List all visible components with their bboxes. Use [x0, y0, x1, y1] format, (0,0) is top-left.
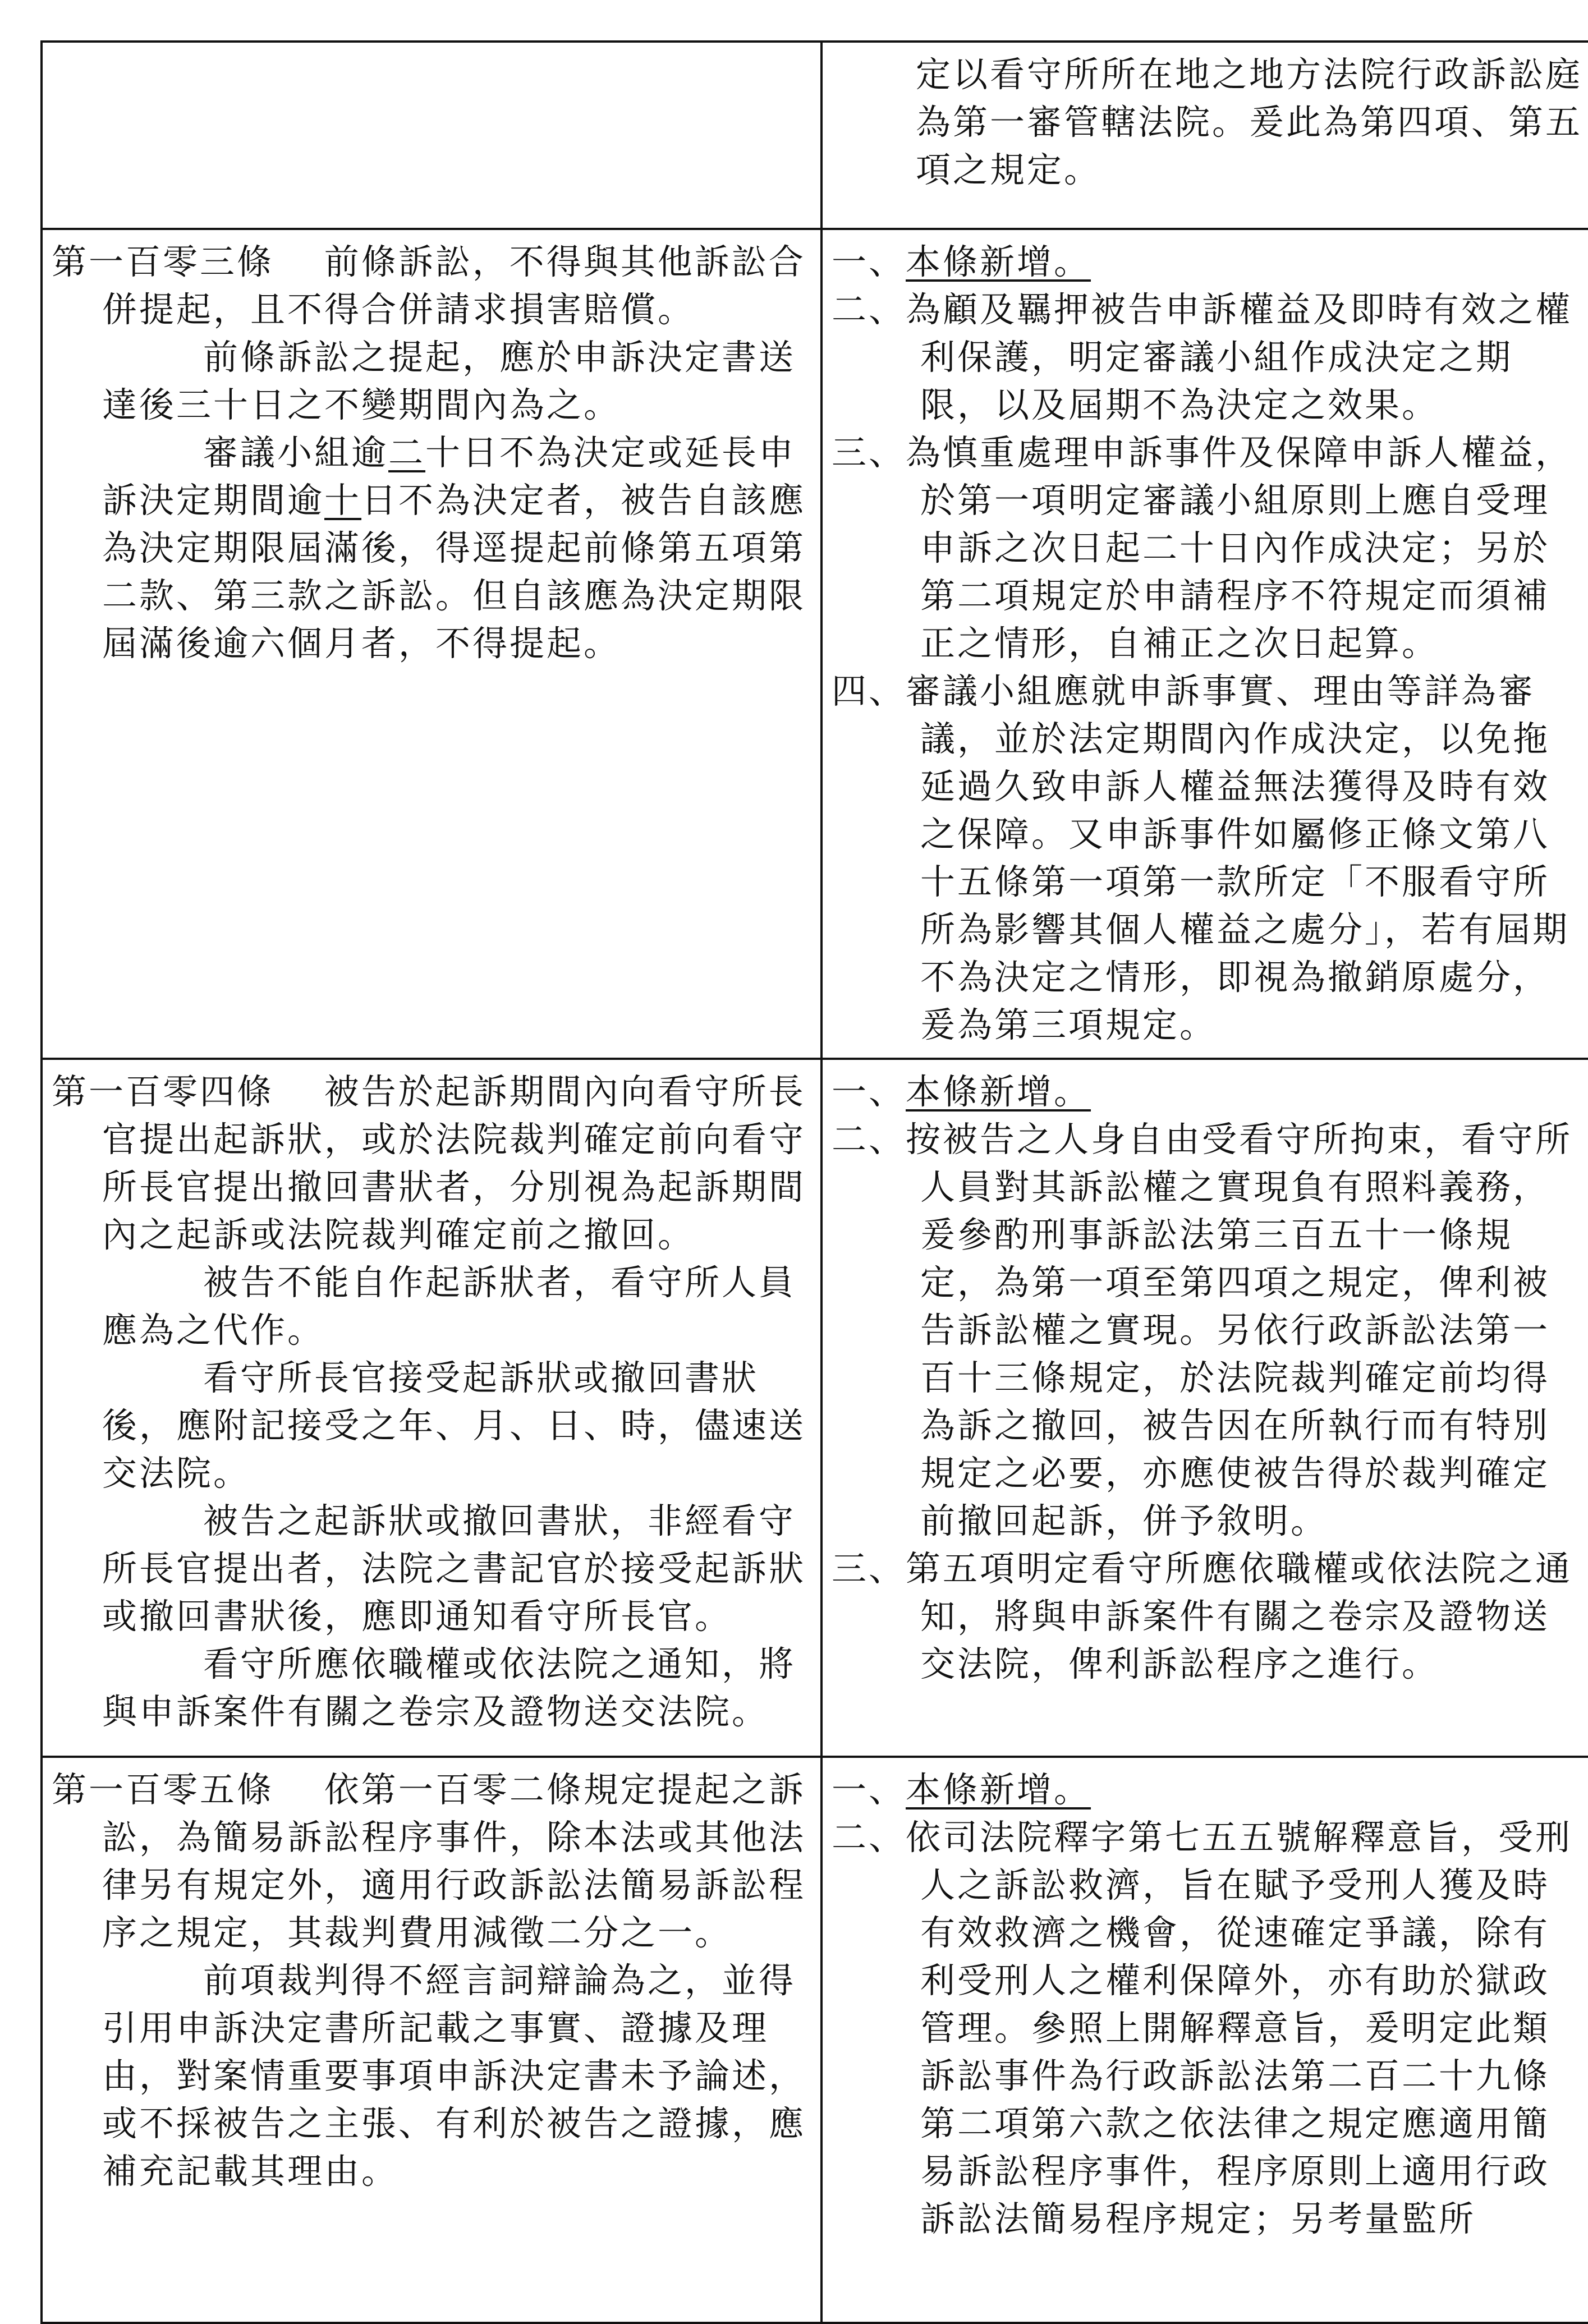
- table-row: [42, 1059, 1588, 1757]
- article-paragraph: 看守所長官接受起訴狀或撤回書狀後，應附記接受之年、月、日、時，儘速送交法院。: [102, 1357, 806, 1494]
- explanation-item: 一、本條新增。: [832, 241, 1091, 282]
- article-paragraph: 被告不能自作起訴狀者，看守所人員應為之代作。: [102, 1262, 796, 1351]
- explanation-item: 二、按被告之人身自由受看守所拘束，看守所人員對其訴訟權之實現負有照料義務，爰參酌刑事訴訟法第三百五十一條規定，為第一項至第四項之規定，俾利被告訴訟權之實現。另依行政訴訟法第一百十三條規定，於法院裁判確定前均得為訴之撤回，被告因在所執行而有特別規定之必要，亦應使被告得於裁判確定前撤回起訴，併予敘明。: [832, 1119, 1573, 1541]
- explanation-cell: [821, 229, 1588, 1059]
- article-first-paragraph: 第一百零五條 依第一百零二條規定提起之訴訟，為簡易訴訟程序事件，除本法或其他法律另有規定外，適用行政訴訟法簡易訴訟程序之規定，其裁判費用減徵二分之一。: [52, 1769, 806, 1953]
- article-label: 第一百零四條: [52, 1071, 274, 1112]
- article-paragraph: 前項裁判得不經言詞辯論為之，並得引用申訴決定書所記載之事實、證據及理由，對案情重要事項申訴決定書未予論述，或不採被告之主張、有利於被告之證據，應補充記載其理由。: [102, 1960, 806, 2192]
- article-first-paragraph: 第一百零四條 被告於起訴期間內向看守所長官提出起訴狀，或於法院裁判確定前向看守所長官提出撤回書狀者，分別視為起訴期間內之起訴或法院裁判確定前之撤回。: [52, 1071, 806, 1255]
- table-row: [42, 1757, 1588, 2323]
- explanation-cell: [821, 42, 1588, 229]
- amended-text: 十: [324, 480, 362, 521]
- amended-text: 二: [388, 432, 426, 473]
- article-first-paragraph: 第一百零三條 前條訴訟，不得與其他訴訟合併提起，且不得合併請求損害賠償。: [52, 241, 806, 330]
- explanation-item: 四、審議小組應就申訴事實、理由等詳為審議，並於法定期間內作成決定，以免拖延過久致申訴人權益無法獲得及時有效之保障。又申訴事件如屬修正條文第八十五條第一項第一款所定「不服看守所所為影響其個人權益之處分」，若有屆期不為決定之情形，即視為撤銷原處分，爰為第三項規定。: [832, 670, 1570, 1045]
- article-paragraph: 被告之起訴狀或撤回書狀，非經看守所長官提出者，法院之書記官於接受起訴狀或撤回書狀後，應即通知看守所長官。: [102, 1500, 806, 1637]
- article-cell: [42, 229, 821, 1059]
- article-cell: [42, 42, 821, 229]
- explanation-continuation: 定以看守所所在地之地方法院行政訴訟庭為第一審管轄法院。爰此為第四項、第五項之規定。: [916, 54, 1583, 190]
- explanation-cell: [821, 1059, 1588, 1757]
- comparison-table: [40, 40, 1588, 2324]
- article-paragraph: 前條訴訟之提起，應於申訴決定書送達後三十日之不變期間內為之。: [102, 337, 796, 425]
- explanation-cell: [821, 1757, 1588, 2323]
- article-cell: [42, 1059, 821, 1757]
- table-row: [42, 229, 1588, 1059]
- explanation-item: 三、為慎重處理申訴事件及保障申訴人權益，於第一項明定審議小組原則上應自受理申訴之次日起二十日內作成決定；另於第二項規定於申請程序不符規定而須補正之情形，自補正之次日起算。: [832, 432, 1573, 664]
- article-label: 第一百零三條: [52, 241, 274, 282]
- explanation-item: 二、為顧及羈押被告申訴權益及即時有效之權利保護，明定審議小組作成決定之期限，以及屆期不為決定之效果。: [832, 289, 1573, 425]
- explanation-item: 一、本條新增。: [832, 1071, 1091, 1112]
- explanation-item: 二、依司法院釋字第七五五號解釋意旨，受刑人之訴訟救濟，旨在賦予受刑人獲及時有效救濟之機會，從速確定爭議，除有利受刑人之權利保障外，亦有助於獄政管理。參照上開解釋意旨，爰明定此類訴訟事件為行政訴訟法第二百二十九條第二項第六款之依法律之規定應適用簡易訴訟程序事件，程序原則上適用行政訴訟法簡易程序規定；另考量監所: [832, 1817, 1573, 2239]
- explanation-item: 一、本條新增。: [832, 1769, 1091, 1810]
- explanation-item: 三、第五項明定看守所應依職權或依法院之通知，將與申訴案件有關之卷宗及證物送交法院，俾利訴訟程序之進行。: [832, 1548, 1573, 1684]
- article-paragraph: 審議小組逾二十日不為決定或延長申訴決定期間逾十日不為決定者，被告自該應為決定期限屆滿後，得逕提起前條第五項第二款、第三款之訴訟。但自該應為決定期限屆滿後逾六個月者，不得提起。: [102, 432, 806, 664]
- table-row: [42, 42, 1588, 229]
- article-label: 第一百零五條: [52, 1769, 274, 1810]
- article-paragraph: 看守所應依職權或依法院之通知，將與申訴案件有關之卷宗及證物送交法院。: [102, 1643, 796, 1732]
- article-cell: [42, 1757, 821, 2323]
